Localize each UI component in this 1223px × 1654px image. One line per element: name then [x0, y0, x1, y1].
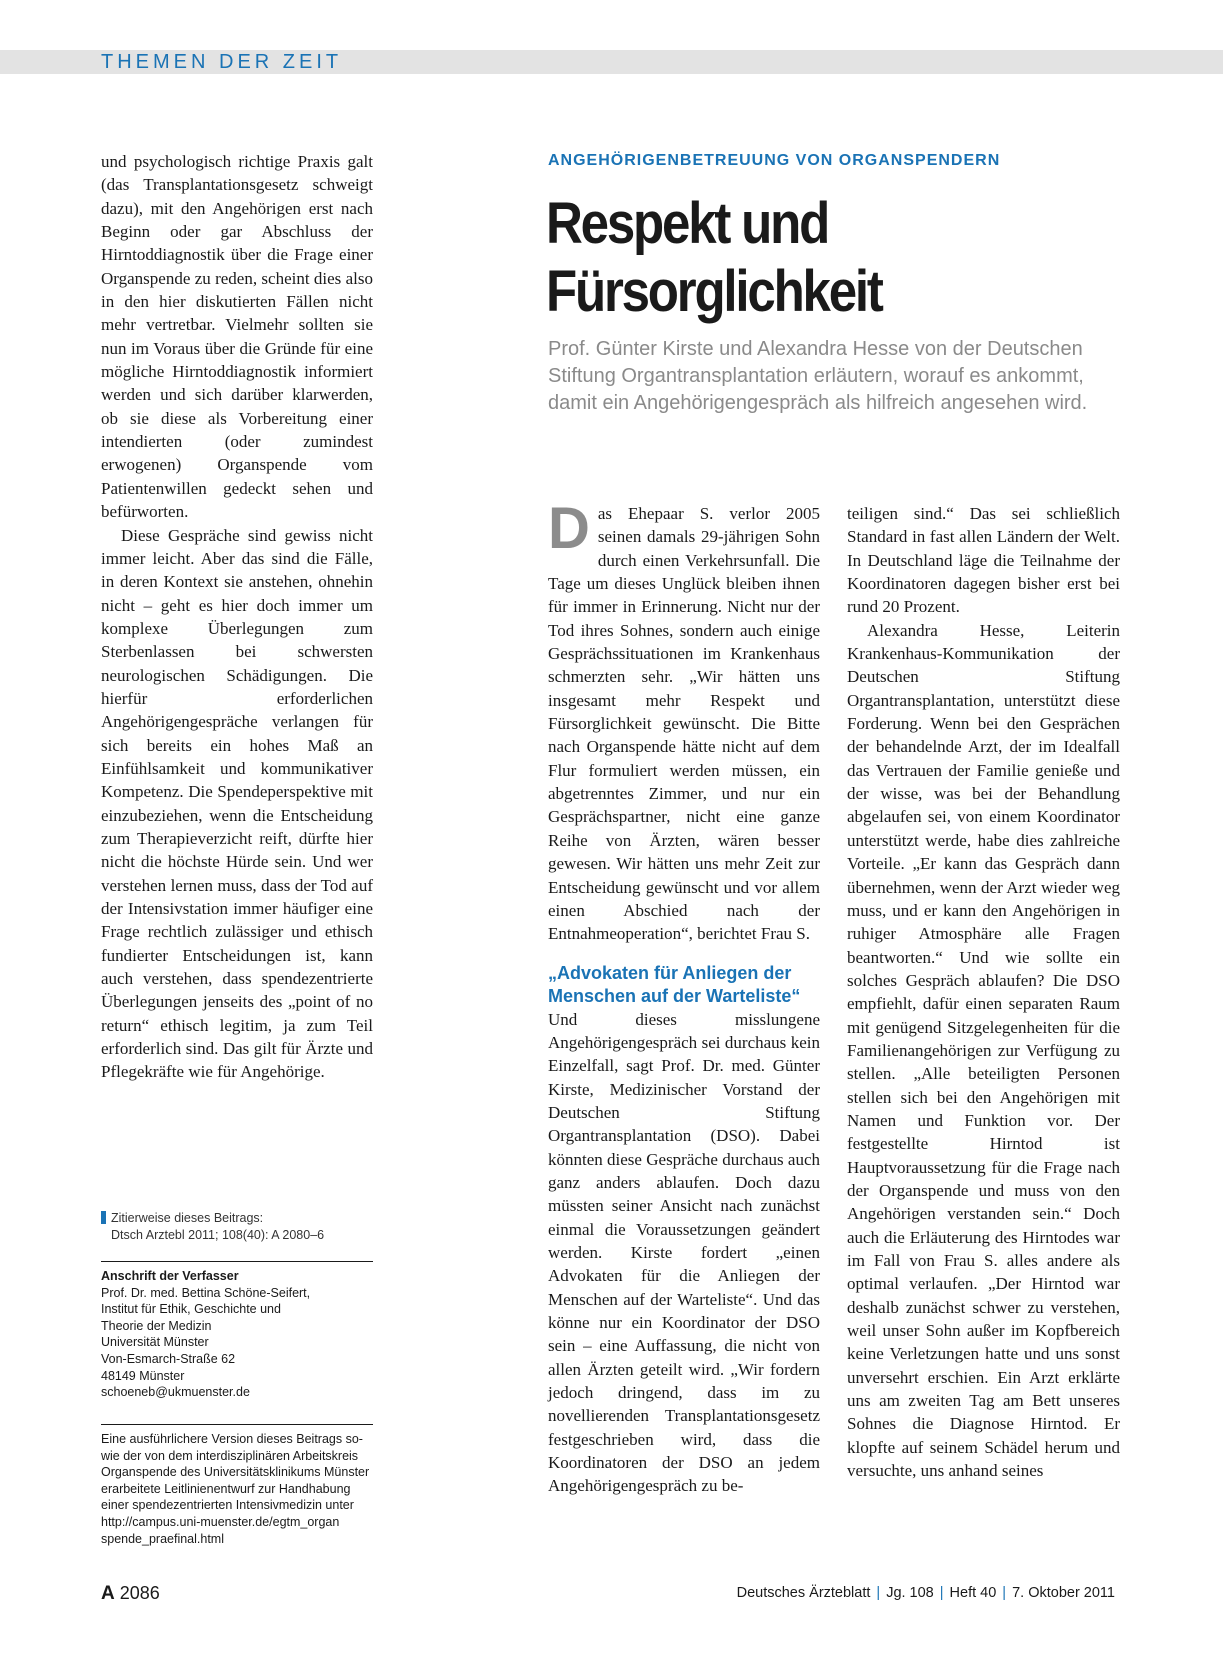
journal-volume: Jg. 108 — [886, 1585, 934, 1601]
note-line: Organspende des Universitätsklinikums Münster — [101, 1465, 370, 1480]
section-title: THEMEN DER ZEIT — [101, 51, 343, 73]
citation-label: Zitierweise dieses Beitrags: — [111, 1211, 264, 1225]
note-line: erarbeitete Leitlinienentwurf zur Handhabung — [101, 1481, 351, 1496]
paragraph: Diese Gespräche sind gewiss nicht immer leicht. Aber das sind die Fälle, in deren Kontext sie anstehen, ohnehin nicht – geht es hier doch immer um komplexe Überlegungen zum Sterbenlassen bei schwersten neurologischen Schädigungen. Die hierfür erforderlichen Angehörigengespräche verlangen für sich bereits ein hohes Maß an Einfühlsamkeit und kommunikativer Kompetenz. Die Spendeperspektive mit einzubeziehen, wenn die Entscheidung zum Therapieverzicht reift, dürfte hier nicht die höchste Hürde sein. Und wer verstehen lernen muss, dass der Tod auf der Intensivstation immer häufiger eine Frage rechtlich zulässiger und ethisch fundierter Entscheidungen ist, kann auch verstehen, dass spendezentrierte Überlegungen jenseits des „point of no return“ ethisch legitim, ja zum Teil erforderlich sind. Das gilt für Ärzte und Pflegekräfte wie für Angehörige. — [101, 525, 373, 1082]
page-prefix: A — [101, 1583, 115, 1604]
address-line: Theorie der Medizin — [101, 1318, 212, 1333]
drop-cap: D — [548, 496, 590, 561]
paragraph-text: as Ehepaar S. verlor 2005 seinen damals 29-jährigen Sohn durch einen Verkehrsunfall. Die Tage um dieses Unglück bleiben ihnen für immer in Erinnerung. Nicht nur der Tod ihres Sohnes, sondern auch einige Gesprächssituationen im Krankenhaus schmerzten sehr. „Wir hätten uns insgesamt mehr Respekt und Fürsorglichkeit gewünscht. Die Bitte nach Organspende hätte nicht auf dem Flur formuliert werden müssen, ein abgetrenntes Zimmer, und nur ein Gesprächspartner, nicht eine ganze Reihe von Ärzten, wären besser gewesen. Wir hätten uns mehr Zeit zur Entscheidung gewünscht und vor allem einen Abschied nach der Entnahmeoperation“, berichtet Frau S. — [548, 504, 820, 944]
address-line: Prof. Dr. med. Bettina Schöne-Seifert, — [101, 1285, 311, 1300]
note-line: einer spendezentrierten Intensivmedizin unter — [101, 1498, 354, 1513]
paragraph: Alexandra Hesse, Leiterin Krankenhaus-Kommunikation der Deutschen Stiftung Organtransplantation, unterstützt diese Forderung. Wenn bei den Gesprächen der behandelnde Arzt, der im Idealfall das Vertrauen der Familie genieße und der wisse, was bei der Behandlung abgelaufen sei, von einem Koordinator unterstützt werde, habe dies zahlreiche Vorteile. „Er kann das Gespräch dann übernehmen, wenn der Arzt wieder weg muss, und er kann den Angehörigen in ruhiger Atmosphäre alle Fragen beantworten.“ Und wie sollte ein solches Gespräch ablaufen? Die DSO empfiehlt, dafür einen separaten Raum mit genügend Sitzgelegenheiten für die Familienangehörigen zur Verfügung zu stellen. „Alle beteiligten Personen stellen sich bei den Angehörigen mit Namen und Funktion vor. Der festgestellte Hirntod ist Hauptvoraussetzung für die Frage nach der Organspende und muss von den Angehörigen verstanden sein.“ Doch auch die Erläuterung des Hirntodes war im Fall von Frau S. alles andere als optimal verlaufen. „Der Hirntod war deshalb zunächst schwer zu verstehen, weil unser Sohn außer im Kopfbereich keine Verletzungen hatte und uns sonst unversehrt erschien. Ein Arzt erklärte uns am zweiten Tag am Bett unseres Sohnes die Diagnose Hirntod. Er klopfte auf seinem Schädel herum und versuchte, uns anhand seines — [847, 620, 1120, 1481]
article-subhead: „Advokaten für Anliegen der Menschen auf der Warteliste“ — [548, 962, 801, 1006]
journal-name: Deutsches Ärzteblatt — [736, 1585, 871, 1601]
address-line: 48149 Münster — [101, 1368, 185, 1383]
address-title: Anschrift der Verfasser — [101, 1269, 239, 1283]
citation-block — [101, 1210, 373, 1243]
page-number — [101, 1583, 160, 1605]
article-headline — [546, 190, 1039, 326]
citation-marker — [101, 1211, 106, 1224]
paragraph: Und dieses misslungene Angehörigengespräch sei durchaus kein Einzelfall, sagt Prof. Dr. med. Günter Kirste, Medizinischer Vorstand der Deutschen Stiftung Organtransplantation (DSO). Dabei könnten diese Gespräche durchaus auch ganz anders ablaufen. Doch dazu müssten seiner Ansicht nach zunächst einmal die Voraussetzungen geändert werden. Kirste fordert „einen Advokaten für die Anliegen der Menschen auf der Warteliste“. Und das könne nur ein Koordinator der DSO sein – eine Auffassung, die nicht von allen Ärzten geteilt wird. „Wir fordern jedoch dringend, dass im zu novellierenden Transplantationsgesetz festgeschrieben wird, dass die Koordinatoren der DSO an jedem Angehörigengespräch zu be- — [548, 1009, 820, 1496]
left-column — [101, 150, 373, 1084]
article-lead: Prof. Günter Kirste und Alexandra Hesse von der Deutschen Stiftung Organtransplantation erläutern, worauf es ankommt, damit ein Angehörigengespräch als hilfreich angesehen wird. — [548, 338, 1088, 414]
headline-line: Fürsorglichkeit — [546, 259, 882, 324]
article-kicker: ANGEHÖRIGENBETREUUNG VON ORGANSPENDERN — [548, 152, 1001, 169]
address-line: Institut für Ethik, Geschichte und — [101, 1302, 281, 1317]
journal-date: 7. Oktober 2011 — [1012, 1585, 1115, 1601]
note-line: wie der von dem interdisziplinären Arbeitskreis — [101, 1448, 359, 1463]
paragraph: und psychologisch richtige Praxis galt (das Transplantationsgesetz schweigt dazu), mit den Angehörigen erst nach Beginn oder gar Abschluss der Hirntoddiagnostik über die Frage einer Organspende zu reden, scheint dies also in den hier diskutierten Fällen nicht mehr vertretbar. Vielmehr sollten sie nun im Voraus über die Gründe für eine mögliche Hirntoddiagnostik informiert werden und sich darüber klarwerden, ob sie diese als Vorbereitung einer intendierten (oder zumindest erwogenen) Organspende vom Patientenwillen gedeckt sehen und befürworten. — [101, 152, 373, 522]
paragraph: teiligen sind.“ Das sei schließlich Standard in fast allen Ländern der Welt. In Deutschland läge die Teilnahme der Koordinatoren dagegen bisher erst bei rund 20 Prozent. — [847, 504, 1120, 617]
article-column-1 — [548, 496, 820, 1498]
paragraph — [548, 496, 820, 946]
address-line: Universität Münster — [101, 1335, 209, 1350]
note-line: Eine ausführlichere Version dieses Beitrags so- — [101, 1432, 363, 1446]
note-url: spende_praefinal.html — [101, 1531, 224, 1546]
address-email: schoeneb@ukmuenster.de — [101, 1385, 250, 1400]
headline-line: Respekt und — [546, 191, 829, 256]
note-url: http://campus.uni-muenster.de/egtm_organ — [101, 1514, 340, 1529]
page-number-value: 2086 — [119, 1583, 160, 1603]
extended-version-note — [101, 1424, 373, 1547]
author-address — [101, 1261, 373, 1401]
citation-reference: Dtsch Arztebl 2011; 108(40): A 2080–6 — [111, 1227, 325, 1242]
journal-issue: Heft 40 — [949, 1585, 997, 1601]
article-column-2 — [847, 502, 1120, 1482]
address-line: Von-Esmarch-Straße 62 — [101, 1351, 236, 1366]
journal-info: Deutsches Ärzteblatt | Jg. 108 | Heft 40 | 7. Oktober 2011 — [736, 1585, 1115, 1601]
